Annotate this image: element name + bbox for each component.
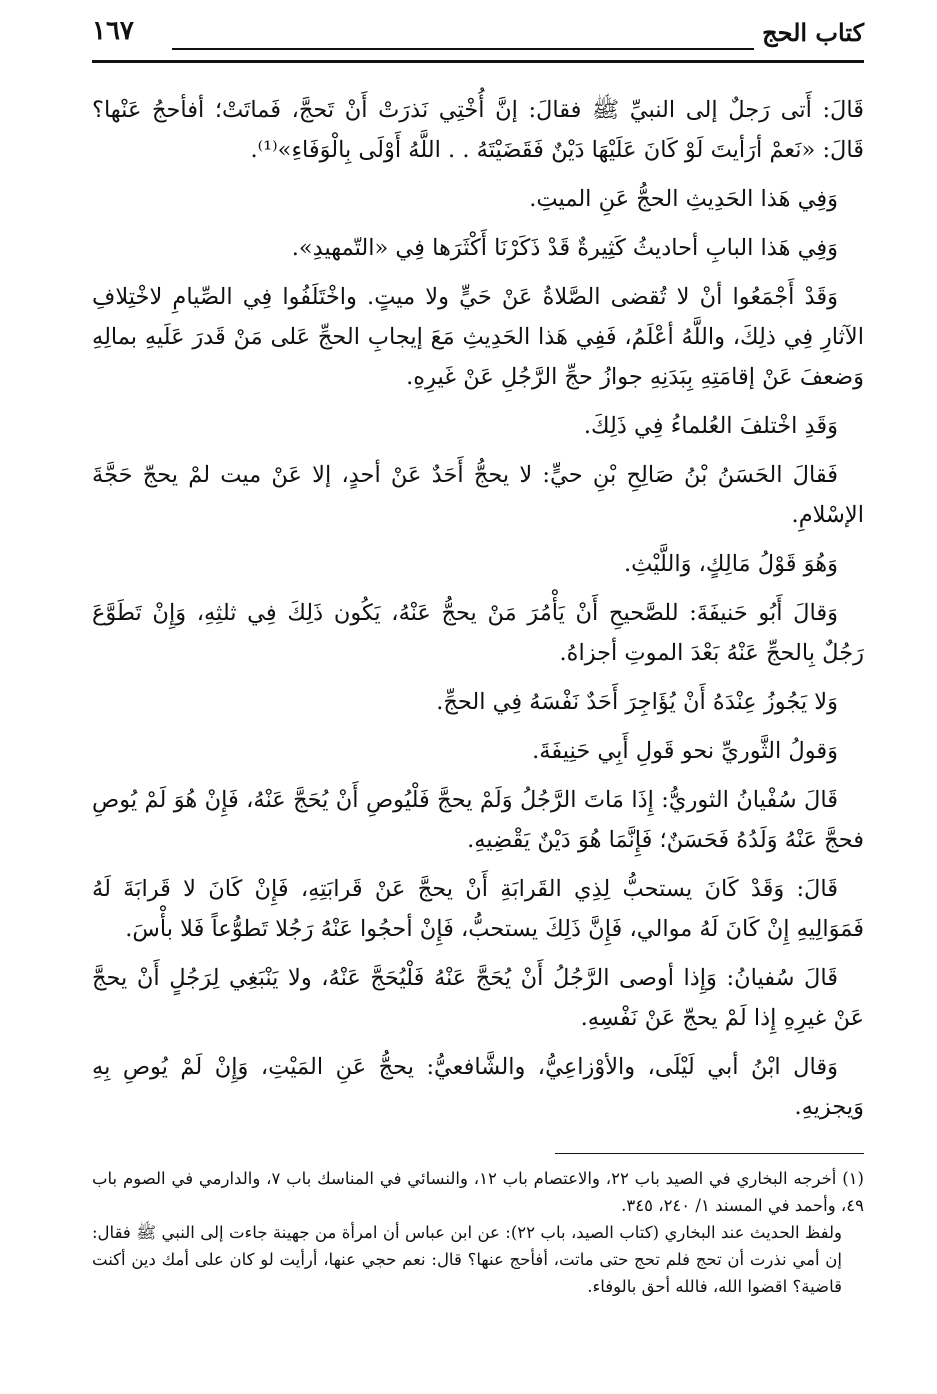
paragraph: فَقالَ الحَسَنُ بْنُ صَالِحِ بْنِ حيٍّ: لا يحجُّ أَحَدٌ عَنْ أحدٍ، إلا عَنْ ميت لمْ يحجّ حَجَّةَ الإسْلامِ. [92, 462, 864, 528]
paragraph: وَقال ابْنُ أبي لَيْلَى، والأوْزاعِيُّ، والشَّافعيُّ: يحجُّ عَنِ المَيْتِ، وَإِنْ لَمْ يُوصِ بِهِ وَيجزيهِ. [92, 1054, 864, 1120]
paragraph: وَهُوَ قَوْلُ مَالِكٍ، وَاللَّيْثِ. [624, 551, 838, 577]
book-title: كتاب الحج [762, 18, 864, 47]
paragraph: وَلا يَجُوزُ عِنْدَهُ أَنْ يُؤَاجِرَ أَحَدٌ نَفْسَهُ فِي الحجِّ. [436, 689, 838, 715]
paragraph: وَقَدِ اخْتلفَ العُلماءُ فِي ذَلِكَ. [583, 413, 838, 439]
footnote-continuation: ولفظ الحديث عند البخاري (كتاب الصيد، باب ٢٢): عن ابن عباس أن امرأة من جهينة جاءت إلى النبي ﷺ فقال: إن أمي نذرت أن تحج فلم تحج حتى ماتت، أفأحج عنها؟ قال: نعم حجي عنها، أرأيت لو كان على أمك دين أكنت قاضية؟ اقضوا الله، فالله أحق بالوفاء. [92, 1223, 843, 1296]
paragraph: قَالَ: وَقَدْ كَانَ يستحبُّ لِذِي القَرابَةِ أَنْ يحجَّ عَنْ قَرابَتِهِ، فَإِنْ كَانَ لا قَرابَةَ لَهُ فَمَوَالِيهِ إِنْ كَانَ لَهُ موالي، فَإِنَّ ذَلِكَ يستحبُّ، فَإِنْ أحجُوا عَنْهُ رَجُلا تَطوُّعاً فَلا بأْسَ. [92, 876, 864, 942]
paragraph: قَالَ سُفْيانُ الثوريُّ: إِذَا مَاتَ الرَّجُلُ وَلَمْ يحجَّ فَلْيُوصِ أَنْ يُحَجَّ عَنْهُ، فَإِنْ هُوَ لَمْ يُوصِ فحجَّ عَنْهُ وَلَدُهُ فَحَسَنٌ؛ فَإِنَّمَا هُوَ دَيْنٌ يَقْضِيهِ. [92, 787, 864, 853]
footnote: (١) أخرجه البخاري في الصيد باب ٢٢، والاعتصام باب ١٢، والنسائي في المناسك باب ٧، والدارمي في الصوم باب ٤٩، وأحمد في المسند ١/ ٢٤٠، ٣٤٥. [92, 1169, 864, 1215]
paragraph: وَقَدْ أَجْمَعُوا أنْ لا تُقضى الصَّلاةُ عَنْ حَيٍّ ولا ميتٍ. واخْتَلَفُوا فِي الصِّيامِ لاخْتِلافِ الآثارِ فِي ذلِكَ، واللَّهُ أعْلَمُ، فَفِي هَذا الحَدِيثِ مَعَ إيجابِ الحجِّ عَلى مَنْ قَدرَ عَلَيهِ بمالِهِ وَضعفَ عَنْ إقامَتِهِ بِبَدَنِهِ جوازُ حجِّ الرَّجُلِ عَنْ غَيرِهِ. [92, 284, 864, 390]
paragraph: وَقولُ الثَّوريِّ نحو قَولِ أَبِي حَنِيفَةَ. [532, 738, 838, 764]
paragraph: وَفِي هَذا البابِ أحاديثُ كَثِيرةٌ قَدْ ذَكَرْنَا أَكْثَرَها فِي «التّمهيدِ». [291, 235, 838, 261]
footnotes [92, 1165, 864, 1300]
header-divider [92, 60, 864, 63]
page-number: ١٦٧ [92, 16, 134, 46]
paragraph: قَالَ: أَتى رَجلٌ إلى النبيِّ ﷺ فقالَ: إنَّ أُخْتِي نَذرَتْ أَنْ تَحجَّ، فَماتَتْ؛ أفأحجُ عَنْها؟ قَالَ: «نَعمْ أرَأيتَ لَوْ كَانَ عَلَيْهَا دَيْنٌ فَقَضَيْتَهُ . . اللَّهُ أَوْلَى بِالْوَفَاءِ»⁽¹⁾. [92, 97, 864, 163]
paragraph: وَفِي هَذا الحَدِيثِ الحجُّ عَنِ الميتِ. [529, 186, 838, 212]
running-header [92, 14, 864, 62]
footnote-divider [555, 1153, 864, 1154]
main-text [92, 90, 864, 1136]
header-rule [172, 48, 754, 50]
paragraph: وَقالَ أَبُو حَنيفَةَ: للصَّحيحِ أَنْ يَأْمُرَ مَنْ يحجُّ عَنْهُ، يَكُون ذَلِكَ فِي ثلثِهِ، وَإِنْ تَطَوَّعَ رَجُلٌ بِالحجِّ عَنْهُ بَعْدَ الموتِ أجزاهُ. [92, 600, 864, 666]
paragraph: قَالَ سُفيانُ: وَإِذا أوصى الرَّجُلُ أَنْ يُحَجَّ عَنْهُ فَلْيُحَجَّ عَنْهُ، ولا يَنْبَغِي لِرَجُلٍ أَنْ يحجَّ عَنْ غيرِهِ إِذا لَمْ يحجّ عَنْ نَفْسِهِ. [92, 965, 864, 1031]
